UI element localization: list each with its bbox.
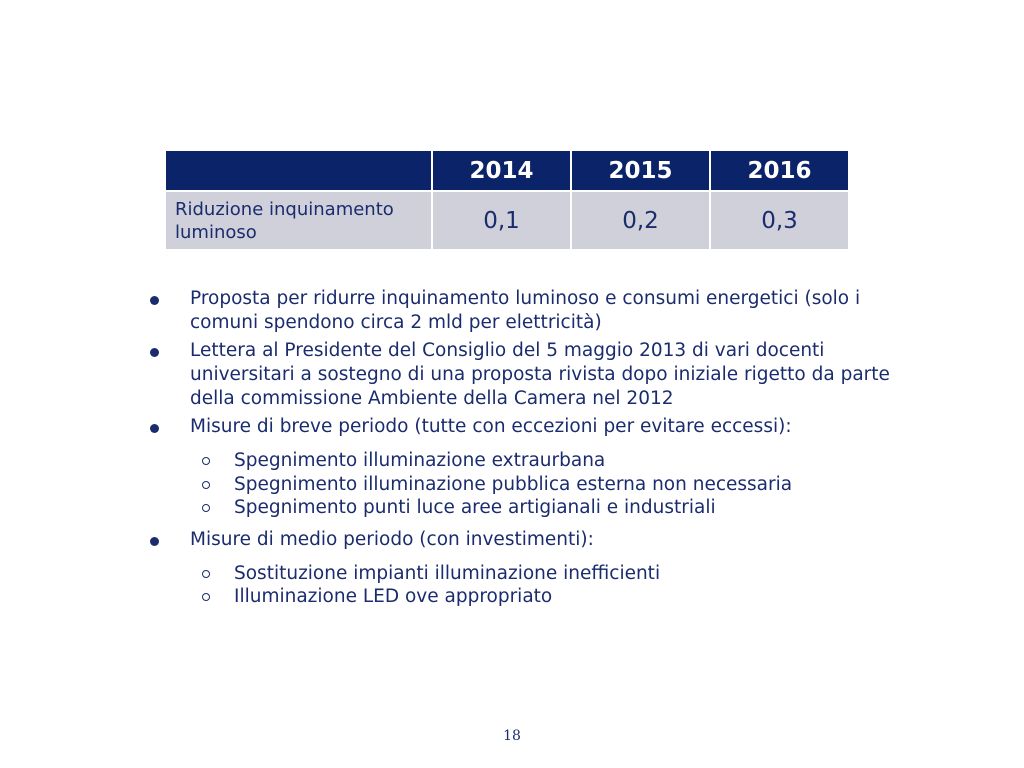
bullet-text: Misure di medio periodo (con investimenti): [190,529,594,550]
sub-bullet-text: Sostituzione impianti illuminazione inefficienti [234,563,661,584]
bullet-ring-icon [202,504,210,512]
value-2015: 0,2 [571,191,710,249]
bullet-ring-icon [202,481,210,489]
sub-bullet-text: Spegnimento illuminazione extraurbana [234,450,606,471]
header-year-2016: 2016 [710,151,848,191]
header-year-2015: 2015 [571,151,710,191]
bullet-ring-icon [202,457,210,465]
bullet-text: Misure di breve periodo (tutte con eccezioni per evitare eccessi): [190,416,792,437]
bullet-dot-icon [150,424,159,433]
bullet-dot-icon [150,348,159,357]
sub-bullet-text: Illuminazione LED ove appropriato [234,586,553,607]
row-label: Riduzione inquinamento luminoso [166,191,432,249]
sub-bullet-text: Spegnimento illuminazione pubblica esterna non necessaria [234,474,793,495]
bullet-ring-icon [202,593,210,601]
header-year-2014: 2014 [432,151,571,191]
bullet-text: Proposta per ridurre inquinamento luminoso e consumi energetici (solo i comuni spendono circa 2 mld per elettricità) [190,288,861,333]
bullet-dot-icon [150,296,159,305]
page-number: 18 [503,728,521,744]
sub-bullet-text: Spegnimento punti luce aree artigianali e industriali [234,497,716,518]
value-2014: 0,1 [432,191,571,249]
value-2016: 0,3 [710,191,848,249]
bullet-ring-icon [202,570,210,578]
bullet-text: Lettera al Presidente del Consiglio del 5 maggio 2013 di vari docenti universitari a sostegno di una proposta rivista dopo iniziale rigetto da parte della commissione Ambiente della Camera nel 2012 [190,340,890,409]
bullet-dot-icon [150,537,159,546]
